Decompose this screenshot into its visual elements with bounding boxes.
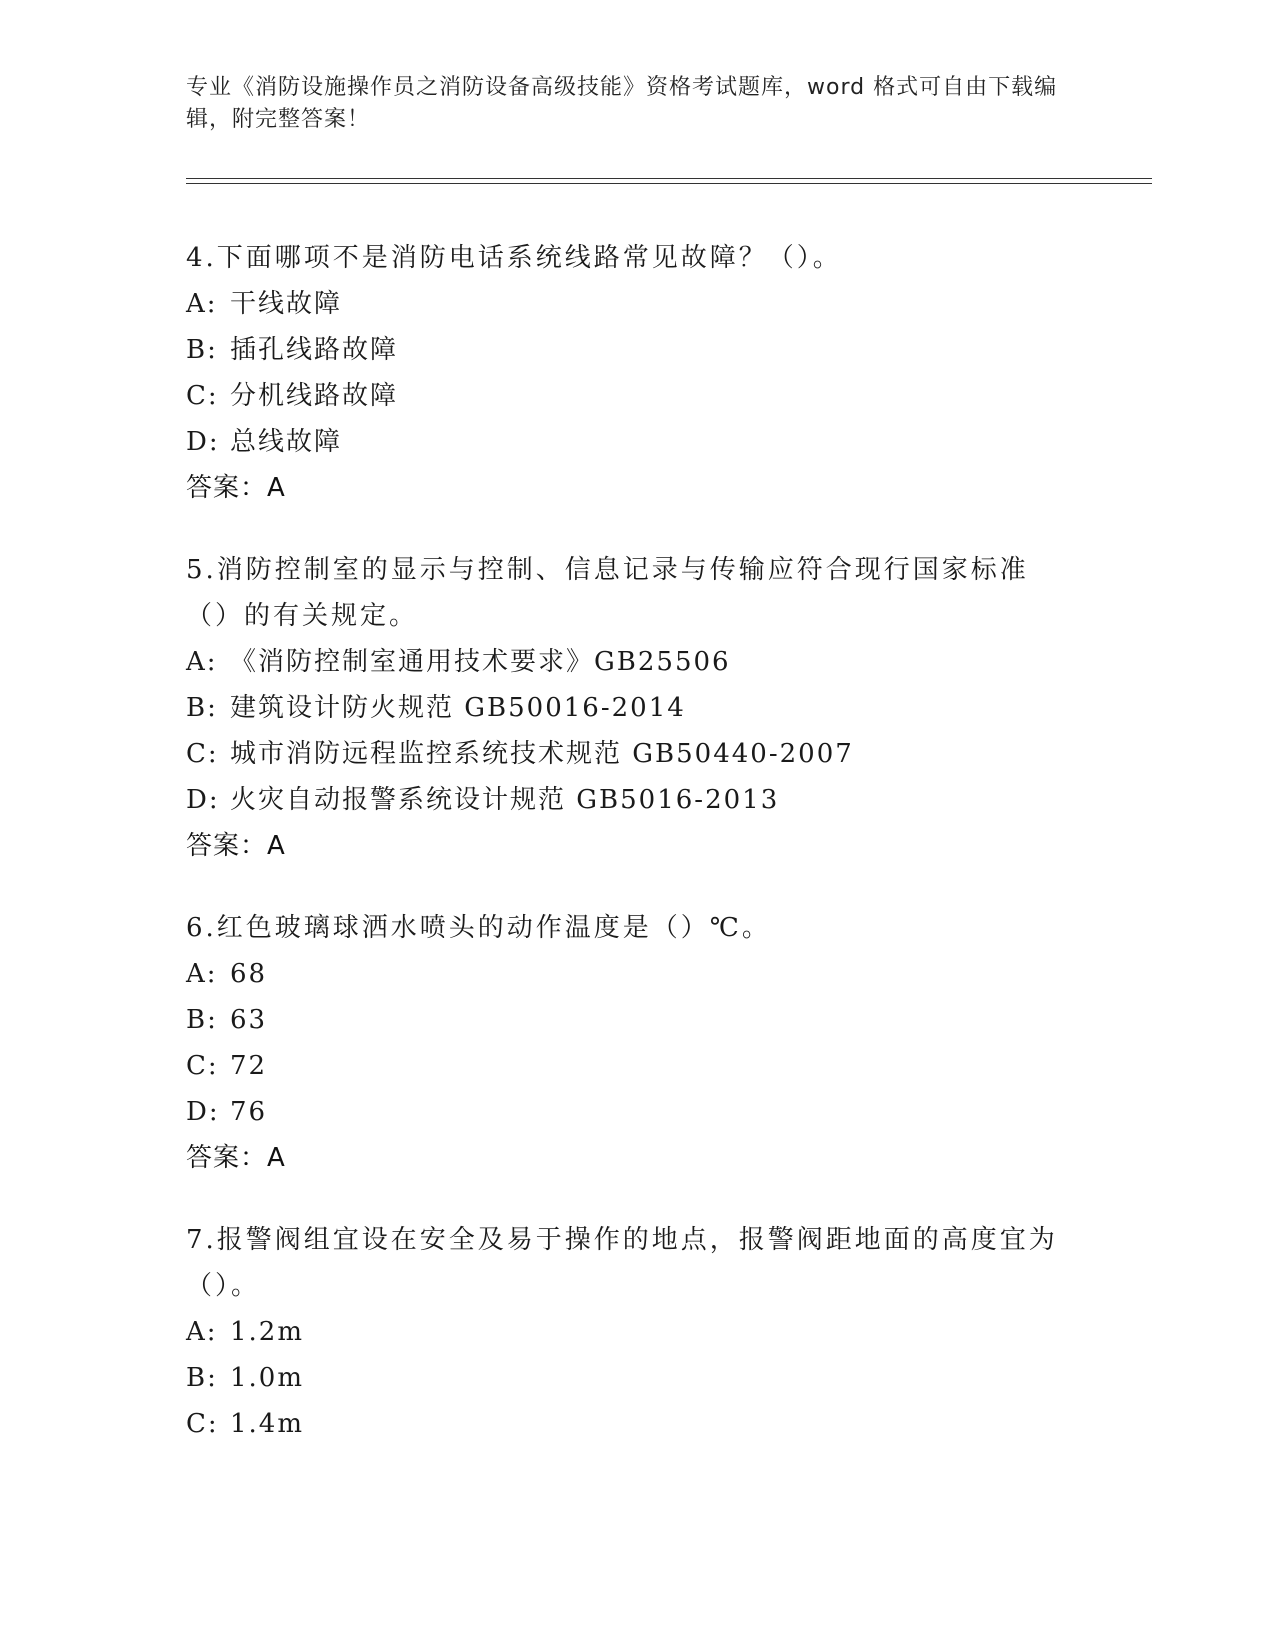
answer-line: 答案：A (186, 831, 286, 861)
option-text: 干线故障 (230, 289, 343, 319)
option-text: 插孔线路故障 (230, 335, 399, 365)
option-b (186, 997, 1066, 1043)
option-d (186, 419, 1066, 465)
option-b (186, 685, 1066, 731)
header-divider-bottom (186, 183, 1152, 184)
option-key: D: (186, 1097, 220, 1127)
option-text: 建筑设计防火规范 GB50016-2014 (230, 693, 686, 723)
option-key: A: (186, 647, 218, 677)
option-c (186, 731, 1066, 777)
header-divider-top (186, 178, 1152, 179)
option-b (186, 1355, 1066, 1401)
option-key: D: (186, 785, 220, 815)
question-list (186, 235, 1066, 1483)
question-item (186, 905, 1066, 1181)
option-text: 城市消防远程监控系统技术规范 GB50440-2007 (230, 739, 854, 769)
option-key: C: (186, 739, 219, 769)
option-key: A: (186, 959, 218, 989)
option-key: A: (186, 289, 218, 319)
question-stem: 4.下面哪项不是消防电话系统线路常见故障？（）。 (186, 243, 842, 273)
option-a (186, 281, 1066, 327)
option-text: 1.0m (230, 1363, 305, 1393)
option-text: 63 (230, 1005, 268, 1035)
option-key: B: (186, 1005, 218, 1035)
option-a (186, 639, 1066, 685)
option-text: 总线故障 (230, 427, 343, 457)
answer-line: 答案：A (186, 473, 286, 503)
option-text: 68 (230, 959, 268, 989)
option-text: 1.4m (230, 1409, 305, 1439)
option-d (186, 1089, 1066, 1135)
option-key: B: (186, 693, 218, 723)
question-stem: 7.报警阀组宜设在安全及易于操作的地点，报警阀距地面的高度宜为（）。 (186, 1225, 1058, 1301)
option-key: D: (186, 427, 220, 457)
option-key: B: (186, 335, 218, 365)
option-text: 火灾自动报警系统设计规范 GB5016-2013 (230, 785, 780, 815)
option-c (186, 1043, 1066, 1089)
question-item (186, 1217, 1066, 1447)
option-d (186, 777, 1066, 823)
option-key: B: (186, 1363, 218, 1393)
option-a (186, 1309, 1066, 1355)
option-key: C: (186, 1409, 219, 1439)
option-key: C: (186, 381, 219, 411)
option-text: 分机线路故障 (230, 381, 399, 411)
option-text: 76 (230, 1097, 268, 1127)
option-text: 《消防控制室通用技术要求》GB25506 (230, 647, 731, 677)
option-c (186, 373, 1066, 419)
question-item (186, 547, 1066, 869)
option-text: 72 (230, 1051, 268, 1081)
question-stem: 6.红色玻璃球洒水喷头的动作温度是（）℃。 (186, 913, 771, 943)
question-item (186, 235, 1066, 511)
option-b (186, 327, 1066, 373)
answer-line: 答案：A (186, 1143, 286, 1173)
option-key: C: (186, 1051, 219, 1081)
option-text: 1.2m (230, 1317, 305, 1347)
option-c (186, 1401, 1066, 1447)
document-intro: 专业《消防设施操作员之消防设备高级技能》资格考试题库，word 格式可自由下载编辑，附完整答案！ (186, 75, 1058, 132)
option-a (186, 951, 1066, 997)
option-key: A: (186, 1317, 218, 1347)
question-stem: 5.消防控制室的显示与控制、信息记录与传输应符合现行国家标准（）的有关规定。 (186, 555, 1029, 631)
